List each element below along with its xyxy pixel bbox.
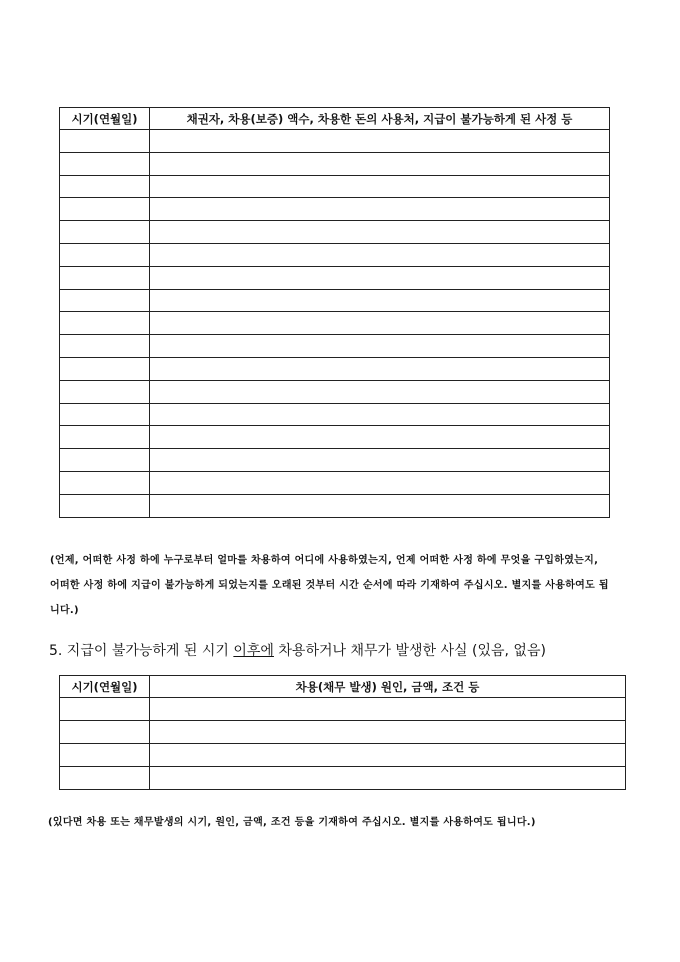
table-row xyxy=(60,744,626,767)
table-row xyxy=(60,335,610,358)
details-cell[interactable] xyxy=(150,243,610,266)
table-row xyxy=(60,698,626,721)
date-cell[interactable] xyxy=(60,243,150,266)
details-cell[interactable] xyxy=(150,312,610,335)
table-row xyxy=(60,494,610,517)
date-column-header: 시기(연월일) xyxy=(60,108,150,130)
table-row xyxy=(60,243,610,266)
date-column-header: 시기(연월일) xyxy=(60,676,150,698)
date-cell[interactable] xyxy=(60,130,150,153)
details-cell[interactable] xyxy=(150,198,610,221)
date-cell[interactable] xyxy=(60,289,150,312)
date-cell[interactable] xyxy=(60,198,150,221)
date-cell[interactable] xyxy=(60,471,150,494)
date-cell[interactable] xyxy=(60,744,150,767)
details-cell[interactable] xyxy=(150,494,610,517)
table-header-row xyxy=(60,108,610,130)
date-cell[interactable] xyxy=(60,380,150,403)
section-5-text: 5. 지급이 불가능하게 된 시기 xyxy=(49,643,234,659)
table-body xyxy=(60,698,626,790)
details-cell[interactable] xyxy=(150,152,610,175)
table-row xyxy=(60,449,610,472)
table-row xyxy=(60,221,610,244)
date-cell[interactable] xyxy=(60,721,150,744)
table-row xyxy=(60,312,610,335)
details-cell[interactable] xyxy=(150,403,610,426)
details-cell[interactable] xyxy=(150,175,610,198)
table-row xyxy=(60,130,610,153)
details-cell[interactable] xyxy=(150,266,610,289)
cause-column-header: 차용(채무 발생) 원인, 금액, 조건 등 xyxy=(150,676,626,698)
details-cell[interactable] xyxy=(150,380,610,403)
table-row xyxy=(60,198,610,221)
table-row xyxy=(60,767,626,790)
table-row xyxy=(60,403,610,426)
details-cell[interactable] xyxy=(150,471,610,494)
table-body xyxy=(60,130,610,518)
details-cell[interactable] xyxy=(150,357,610,380)
date-cell[interactable] xyxy=(60,698,150,721)
date-cell[interactable] xyxy=(60,357,150,380)
date-cell[interactable] xyxy=(60,403,150,426)
table-row xyxy=(60,175,610,198)
section-5-underlined: 이후에 xyxy=(233,643,274,659)
details-cell[interactable] xyxy=(150,744,626,767)
instruction-note-2: (있다면 차용 또는 채무발생의 시기, 원인, 금액, 조건 등을 기재하여 주십시오. 별지를 사용하여도 됩니다.) xyxy=(48,817,536,828)
date-cell[interactable] xyxy=(60,335,150,358)
details-cell[interactable] xyxy=(150,721,626,744)
date-cell[interactable] xyxy=(60,426,150,449)
details-cell[interactable] xyxy=(150,335,610,358)
table-header-row xyxy=(60,676,626,698)
table-row xyxy=(60,152,610,175)
details-cell[interactable] xyxy=(150,130,610,153)
details-cell[interactable] xyxy=(150,289,610,312)
date-cell[interactable] xyxy=(60,449,150,472)
details-cell[interactable] xyxy=(150,221,610,244)
date-cell[interactable] xyxy=(60,266,150,289)
section-5-heading xyxy=(49,640,546,660)
details-cell[interactable] xyxy=(150,426,610,449)
details-cell[interactable] xyxy=(150,698,626,721)
table-row xyxy=(60,426,610,449)
section-5-text-end: 차용하거나 채무가 발생한 사실 (있음, 없음) xyxy=(273,643,546,659)
table-row xyxy=(60,357,610,380)
date-cell[interactable] xyxy=(60,221,150,244)
details-column-header: 채권자, 차용(보증) 액수, 차용한 돈의 사용처, 지급이 불가능하게 된 사정 등 xyxy=(150,108,610,130)
table-row xyxy=(60,471,610,494)
date-cell[interactable] xyxy=(60,312,150,335)
details-cell[interactable] xyxy=(150,767,626,790)
table-row xyxy=(60,380,610,403)
date-cell[interactable] xyxy=(60,767,150,790)
date-cell[interactable] xyxy=(60,494,150,517)
table-row xyxy=(60,721,626,744)
table-row xyxy=(60,266,610,289)
debt-history-table xyxy=(59,107,610,518)
instruction-note: (언제, 어떠한 사정 하에 누구로부터 얼마를 차용하여 어디에 사용하였는지, 언제 어떠한 사정 하에 무엇을 구입하였는지, 어떠한 사정 하에 지급이 불가능하게 되었는지를 오래된 것부터 시간 순서에 따라 기재하여 주십시오. 별지를 사용하여도 됩니다.) xyxy=(50,555,609,616)
date-cell[interactable] xyxy=(60,152,150,175)
table-row xyxy=(60,289,610,312)
date-cell[interactable] xyxy=(60,175,150,198)
details-cell[interactable] xyxy=(150,449,610,472)
new-debt-table xyxy=(59,675,626,790)
